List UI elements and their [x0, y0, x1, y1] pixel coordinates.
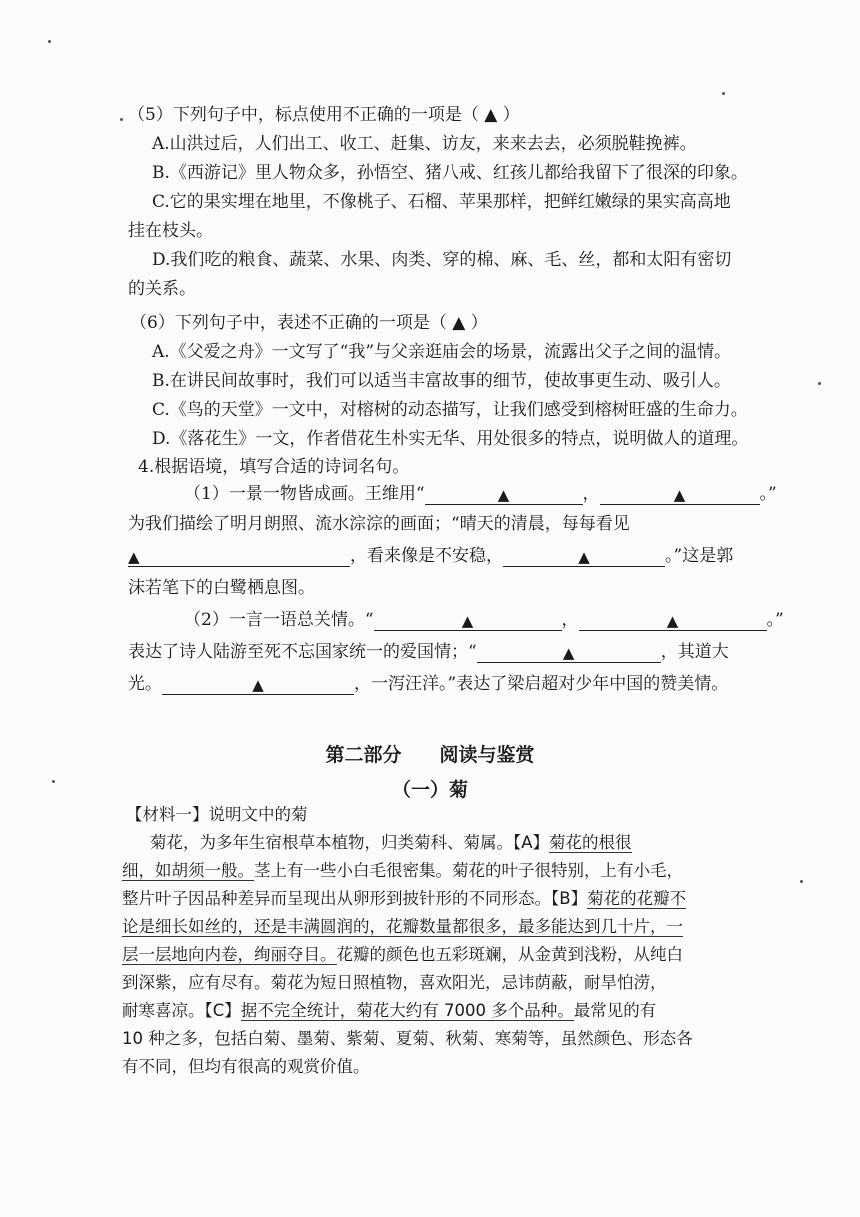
- q5-option-d-line2: 的关系。: [128, 279, 196, 299]
- answer-blank-4[interactable]: ▲: [503, 546, 665, 567]
- answer-blank-6[interactable]: ▲: [579, 610, 767, 631]
- q4-p1-line2: 为我们描绘了明月朗照、流水淙淙的画面；“晴天的清晨，每每看见: [128, 514, 630, 534]
- q6-option-a: A.《父爱之舟》一文写了“我”与父亲逛庙会的场景，流露出父子之间的温情。: [152, 342, 732, 362]
- q5-option-c-line1: C.它的果实埋在地里，不像桃子、石榴、苹果那样，把鲜红嫩绿的果实高高地: [152, 192, 731, 212]
- scan-speck: [800, 880, 803, 883]
- material-line-9: 有不同，但均有很高的观赏价值。: [122, 1057, 370, 1076]
- q6-option-d: D.《落花生》一文，作者借花生朴实无华、用处很多的特点，说明做人的道理。: [152, 429, 749, 449]
- q6-option-c: C.《鸟的天堂》一文中，对榕树的动态描写，让我们感受到榕树旺盛的生命力。: [152, 400, 748, 420]
- q6-stem: （6）下列句子中，表述不正确的一项是（ ▲ ）: [130, 313, 488, 333]
- answer-blank-7[interactable]: ▲: [477, 642, 661, 663]
- q4-p2-line2: 表达了诗人陆游至死不忘国家统一的爱国情；“ ▲ ，其道大: [128, 642, 729, 662]
- q4-p1-line3: ▲ ，看来像是不安稳， ▲ 。”这是郭: [128, 546, 734, 566]
- q4-p2-line3: 光。 ▲ ，一泻汪洋。”表达了梁启超对少年中国的赞美情。: [128, 674, 729, 694]
- q4-p1-line4: 沫若笔下的白鹭栖息图。: [128, 578, 315, 598]
- material-line-2: 细，如胡须一般。茎上有一些小白毛很密集。菊花的叶子很特别，上有小毛，: [122, 861, 683, 880]
- q5-option-a: A.山洪过后，人们出工、收工、赶集、访友，来来去去，必须脱鞋挽裤。: [152, 134, 697, 154]
- material-line-5: 层一层地向内卷，绚丽夺目。花瓣的颜色也五彩斑斓，从金黄到浅粉，从纯白: [122, 945, 683, 964]
- scan-speck: [48, 40, 51, 43]
- q5-option-b: B.《西游记》里人物众多，孙悟空、猪八戒、红孩儿都给我留下了很深的印象。: [152, 163, 748, 183]
- q4-p1-line1: （1）一景一物皆成画。王维用“ ▲ ， ▲ 。”: [184, 484, 777, 504]
- material-line-4: 论是细长如丝的，还是丰满圆润的，花瓣数量都很多，最多能达到几十片，一: [122, 917, 683, 936]
- scan-speck: [722, 92, 725, 95]
- material-line-6: 到深紫，应有尽有。菊花为短日照植物，喜欢阳光，忌讳荫蔽，耐旱怕涝，: [122, 973, 667, 992]
- q4-p2-line1: （2）一言一语总关情。“ ▲ ， ▲ 。”: [184, 610, 784, 630]
- q5-option-c-line2: 挂在枝头。: [128, 221, 213, 241]
- material-line-7: 耐寒喜凉。【C】据不完全统计，菊花大约有 7000 多个品种。最常见的有: [122, 1001, 657, 1020]
- answer-blank-3[interactable]: ▲: [128, 546, 350, 567]
- answer-blank-2[interactable]: ▲: [600, 484, 760, 505]
- answer-blank-5[interactable]: ▲: [374, 610, 562, 631]
- q5-option-d-line1: D.我们吃的粮食、蔬菜、水果、肉类、穿的棉、麻、毛、丝，都和太阳有密切: [152, 250, 732, 270]
- q6-option-b: B.在讲民间故事时，我们可以适当丰富故事的细节，使故事更生动、吸引人。: [152, 371, 731, 391]
- answer-blank-1[interactable]: ▲: [425, 484, 583, 505]
- q5-stem: （5）下列句子中，标点使用不正确的一项是（ ▲ ）: [128, 105, 520, 125]
- answer-blank-8[interactable]: ▲: [162, 674, 354, 695]
- material-one-label: 【材料一】说明文中的菊: [126, 805, 308, 824]
- reading-title: （一）菊: [391, 779, 468, 801]
- scan-speck: [818, 382, 821, 385]
- material-line-3: 整片叶子因品种差异而呈现出从卵形到披针形的不同形态。【B】菊花的花瓣不: [122, 889, 687, 908]
- material-line-8: 10 种之多，包括白菊、墨菊、紫菊、夏菊、秋菊、寒菊等，虽然颜色、形态各: [122, 1029, 693, 1048]
- material-line-1: 菊花，为多年生宿根草本植物，归类菊科、菊属。【A】菊花的根很: [150, 833, 632, 852]
- scan-speck: [52, 780, 55, 783]
- q4-stem: 4.根据语境，填写合适的诗词名句。: [138, 457, 410, 477]
- scan-speck: [120, 118, 123, 121]
- part-two-heading: 第二部分 阅读与鉴赏: [325, 744, 535, 766]
